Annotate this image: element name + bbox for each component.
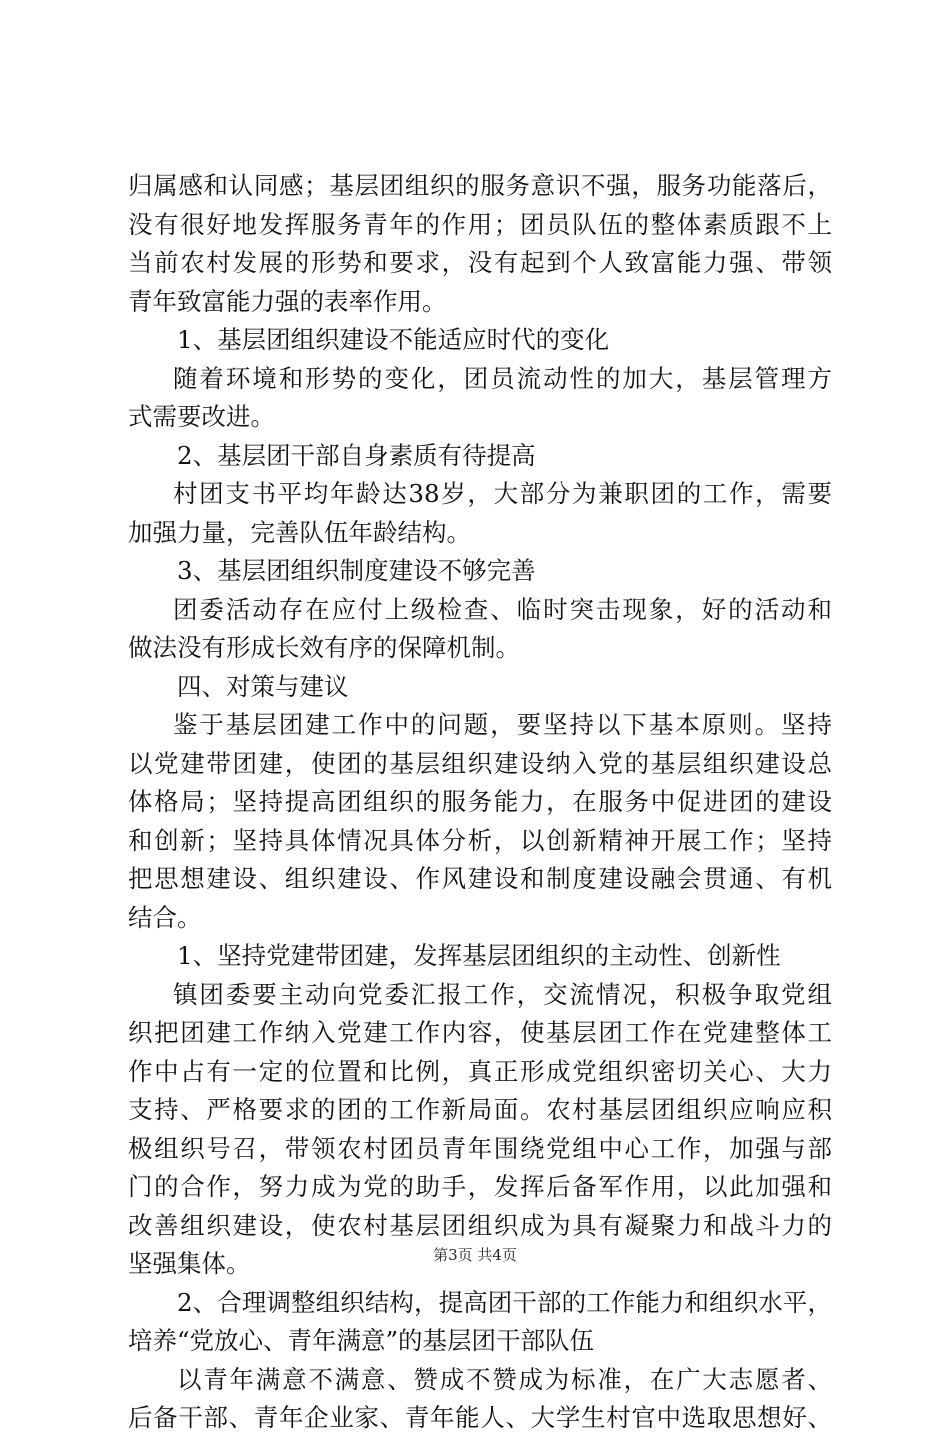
text-line: 团委活动存在应付上级检查、临时突击现象，好的活动和 — [173, 594, 832, 624]
text-line: 四、对策与建议 — [177, 671, 349, 701]
text-line: 支持、严格要求的团的工作新局面。农村基层团组织应响应积 — [128, 1095, 832, 1124]
text-line: 1、坚持党建带团建，发挥基层团组织的主动性、创新性 — [177, 941, 781, 970]
text-line: 做法没有形成长效有序的保障机制。 — [128, 633, 520, 662]
text-line: 和创新；坚持具体情况具体分析，以创新精神开展工作；坚持 — [128, 825, 832, 855]
text-line: 鉴于基层团建工作中的问题，要坚持以下基本原则。坚持 — [173, 710, 832, 739]
text-line: 加强力量，完善队伍年龄结构。 — [128, 517, 471, 547]
text-line: 没有很好地发挥服务青年的作用；团员队伍的整体素质跟不上 — [128, 209, 832, 239]
text-line: 把思想建设、组织建设、作风建设和制度建设融会贯通、有机 — [128, 864, 832, 893]
text-line: 村团支书平均年龄达38岁，大部分为兼职团的工作，需要 — [173, 479, 832, 508]
text-line: 后备干部、青年企业家、青年能人、大学生村官中选取思想好、 — [128, 1403, 832, 1432]
text-line: 3、基层团组织制度建设不够完善 — [177, 556, 536, 585]
text-line: 2、基层团干部自身素质有待提高 — [177, 440, 536, 470]
text-line: 归属感和认同感；基层团组织的服务意识不强，服务功能落后， — [128, 171, 832, 200]
text-line: 以党建带团建，使团的基层组织建设纳入党的基层组织建设总 — [128, 748, 832, 778]
page-footer: 第3页 共4页 — [433, 1246, 517, 1264]
text-line: 结合。 — [128, 902, 202, 932]
text-line: 随着环境和形势的变化，团员流动性的加大，基层管理方 — [173, 363, 832, 393]
text-line: 以青年满意不满意、赞成不赞成为标准，在广大志愿者、 — [177, 1364, 832, 1394]
text-line: 坚强集体。 — [128, 1249, 251, 1278]
text-line: 当前农村发展的形势和要求，没有起到个人致富能力强、带领 — [128, 248, 832, 277]
text-line: 2、合理调整组织结构，提高团干部的工作能力和组织水平， — [177, 1287, 832, 1317]
text-line: 镇团委要主动向党委汇报工作，交流情况，积极争取党组 — [173, 979, 832, 1009]
text-line: 门的合作，努力成为党的助手，发挥后备军作用，以此加强和 — [128, 1172, 832, 1201]
text-line: 1、基层团组织建设不能适应时代的变化 — [177, 325, 610, 354]
text-line: 培养“党放心、青年满意”的基层团干部队伍 — [128, 1326, 595, 1355]
text-line: 作中占有一定的位置和比例，真正形成党组织密切关心、大力 — [128, 1056, 832, 1086]
text-line: 极组织号召，带领农村团员青年围绕党组中心工作，加强与部 — [128, 1133, 832, 1163]
text-line: 式需要改进。 — [128, 402, 275, 431]
text-line: 改善组织建设，使农村基层团组织成为具有凝聚力和战斗力的 — [128, 1210, 832, 1240]
text-line: 体格局；坚持提高团组织的服务能力，在服务中促进团的建设 — [128, 787, 832, 816]
text-line: 青年致富能力强的表率作用。 — [128, 286, 447, 316]
text-line: 织把团建工作纳入党建工作内容，使基层团工作在党建整体工 — [128, 1018, 832, 1047]
